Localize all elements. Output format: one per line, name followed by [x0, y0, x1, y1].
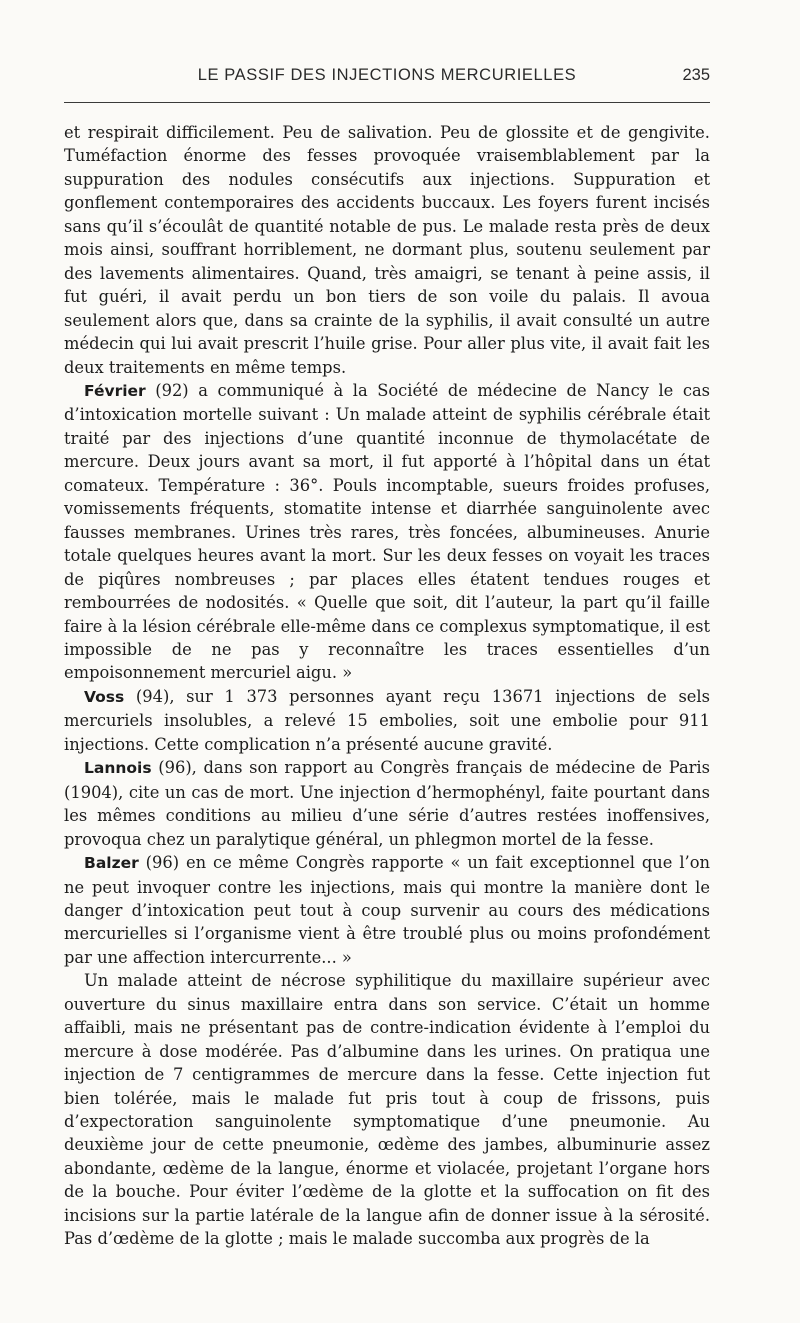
- paragraph-text: et respirait difficilement. Peu de salivation. Peu de glossite et de gengivite. Tuméfaction énorme des fesses provoquée vraisemblablement par la suppuration des nodules consécutifs aux injections. Suppuration et gonflement contemporaires des accidents buccaux. Les foyers furent incisés sans qu’il s’écoulât de quantité notable de pus. Le malade resta près de deux mois ainsi, souffrant horriblement, ne dormant plus, soutenu seulement par des lavements alimentaires. Quand, très amaigri, se tenant à peine assis, il fut guéri, il avait perdu un bon tiers de son voile du palais. Il avoua seulement alors que, dans sa crainte de la syphilis, il avait consulté un autre médecin qui lui avait prescrit l’huile grise. Pour aller plus vite, il avait fait les deux traitements en même temps.: [64, 123, 710, 377]
- paragraph-text: (92) a communiqué à la Société de médecine de Nancy le cas d’intoxication mortelle suivant : Un malade atteint de syphilis cérébrale était traité par des injections d’une quantité inconnue de thymolacétate de mercure. Deux jours avant sa mort, il fut apporté à l’hôpital dans un état comateux. Température : 36°. Pouls incomptable, sueurs froides profuses, vomissements fréquents, stomatite intense et diarrhée sanguinolente avec fausses membranes. Urines très rares, très foncées, albumineuses. Anurie totale quelques heures avant la mort. Sur les deux fesses on voyait les traces de piqûres nombreuses ; par places elles étatent tendues rouges et rembourrées de nodosités. « Quelle que soit, dit l’auteur, la part qu’il faille faire à la lésion cérébrale elle-même dans ce complexus symptomatique, il est impossible de ne pas y reconnaître les traces essentielles d’un empoisonnement mercuriel aigu. »: [64, 380, 710, 683]
- author-name: Balzer: [84, 854, 139, 873]
- body-text: [64, 121, 710, 1251]
- running-head: [64, 54, 710, 96]
- running-title: LE PASSIF DES INJECTIONS MERCURIELLES: [197, 66, 577, 84]
- paragraph-continuation: [64, 121, 710, 379]
- author-name: Lannois: [84, 759, 152, 778]
- header-rule: [64, 102, 710, 103]
- paragraph-voss: [64, 685, 710, 756]
- paragraph-text: (94), sur 1 373 personnes ayant reçu 13671 injections de sels mercuriels insolubles, a relevé 15 embolies, soit une embolie pour 911 injections. Cette complication n’a présenté aucune gravité.: [64, 686, 710, 754]
- paragraph-case-report: [64, 969, 710, 1250]
- paragraph-text: (96) en ce même Congrès rapporte « un fait exceptionnel que l’on ne peut invoquer contre les injections, mais qui montre la manière dont le danger d’intoxication peut tout à coup survenir au cours des médications mercurielles si l’organisme vient à être troublé plus ou moins profondément par une affection intercurrente... »: [64, 853, 710, 967]
- page-number: 235: [682, 66, 710, 84]
- author-name: Voss: [84, 687, 125, 706]
- paragraph-lannois: [64, 756, 710, 851]
- author-name: Février: [84, 381, 146, 400]
- paragraph-text: Un malade atteint de nécrose syphilitique du maxillaire supérieur avec ouverture du sinus maxillaire entra dans son service. C’était un homme affaibli, mais ne présentant pas de contre-indication évidente à l’emploi du mercure à dose modérée. Pas d’albumine dans les urines. On pratiqua une injection de 7 centigrammes de mercure dans la fesse. Cette injection fut bien tolérée, mais le malade fut pris tout à coup de frissons, puis d’expectoration sanguinolente symptomatique d’une pneumonie. Au deuxième jour de cette pneumonie, œdème des jambes, albuminurie assez abondante, œdème de la langue, énorme et violacée, projetant l’organe hors de la bouche. Pour éviter l’œdème de la glotte et la suffocation on fit des incisions sur la partie latérale de la langue afin de donner issue à la sérosité. Pas d’œdème de la glotte ; mais le malade succomba aux progrès de la: [64, 971, 710, 1249]
- paragraph-balzer: [64, 851, 710, 969]
- book-page: [64, 54, 710, 1249]
- paragraph-text: (96), dans son rapport au Congrès français de médecine de Paris (1904), cite un cas de mort. Une injection d’hermophényl, faite pourtant dans les mêmes conditions au milieu d’une série d’autres restées inoffensives, provoqua chez un paralytique général, un phlegmon mortel de la fesse.: [64, 758, 710, 849]
- paragraph-fevrier: [64, 379, 710, 685]
